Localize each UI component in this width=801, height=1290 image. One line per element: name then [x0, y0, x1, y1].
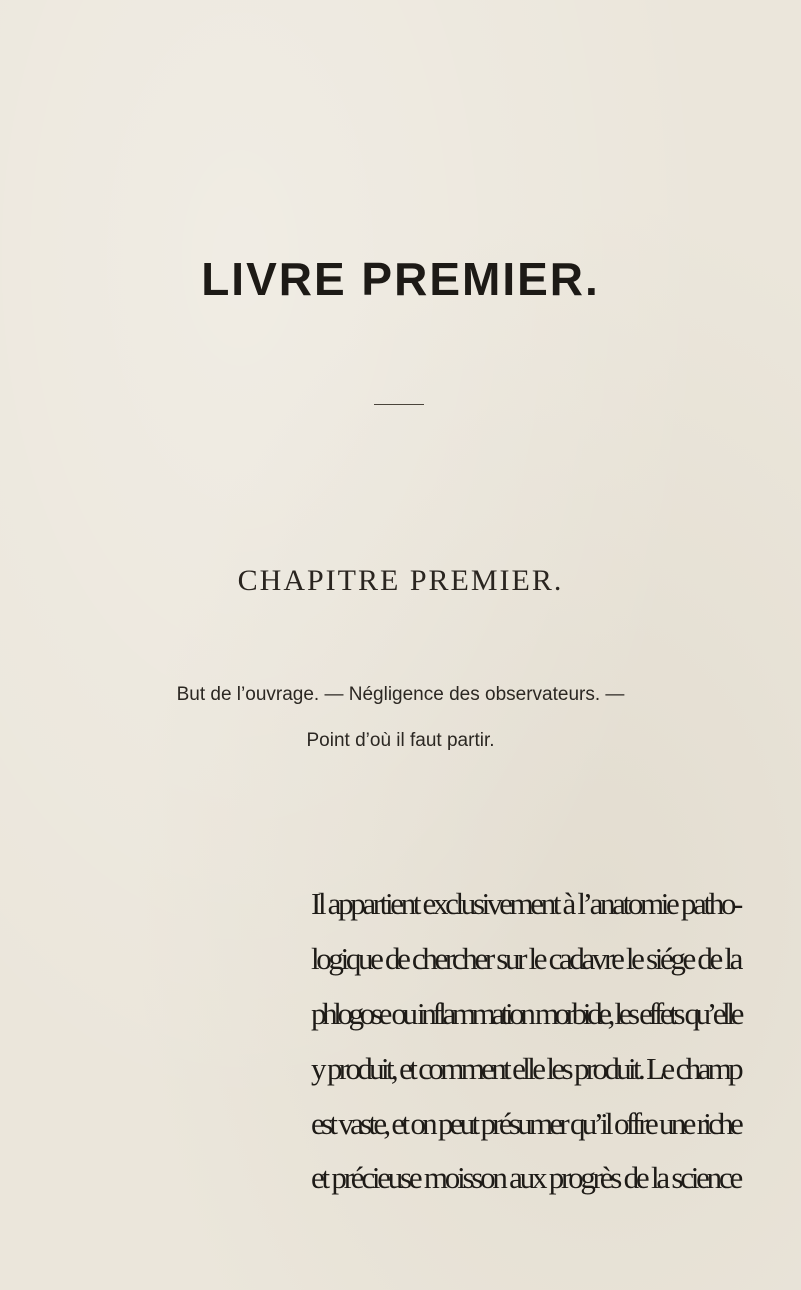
chapter-summary-line-2: Point d’où il faut partir.	[306, 730, 495, 751]
book-title: LIVRE PREMIER.	[201, 253, 600, 305]
body-text-line-6: et précieuse moisson aux progrès de la science	[311, 1160, 740, 1195]
body-text-line-4: y produit, et comment elle les produit. Le champ	[311, 1051, 740, 1086]
separator-rule	[374, 404, 424, 405]
body-text-line-2: logique de chercher sur le cadavre le siége de la	[311, 941, 740, 976]
body-text-line-3: phlogose ou inflammation morbide, les effets qu’elle	[311, 996, 740, 1031]
body-text-line-5: est vaste, et on peut présumer qu’il offre une riche	[311, 1106, 740, 1141]
chapter-title: CHAPITRE PREMIER.	[237, 564, 564, 597]
body-text-line-1: Il appartient exclusivement à l’anatomie patho-	[311, 886, 740, 921]
chapter-summary-line-1: But de l’ouvrage. — Négligence des observateurs. —	[176, 684, 625, 705]
